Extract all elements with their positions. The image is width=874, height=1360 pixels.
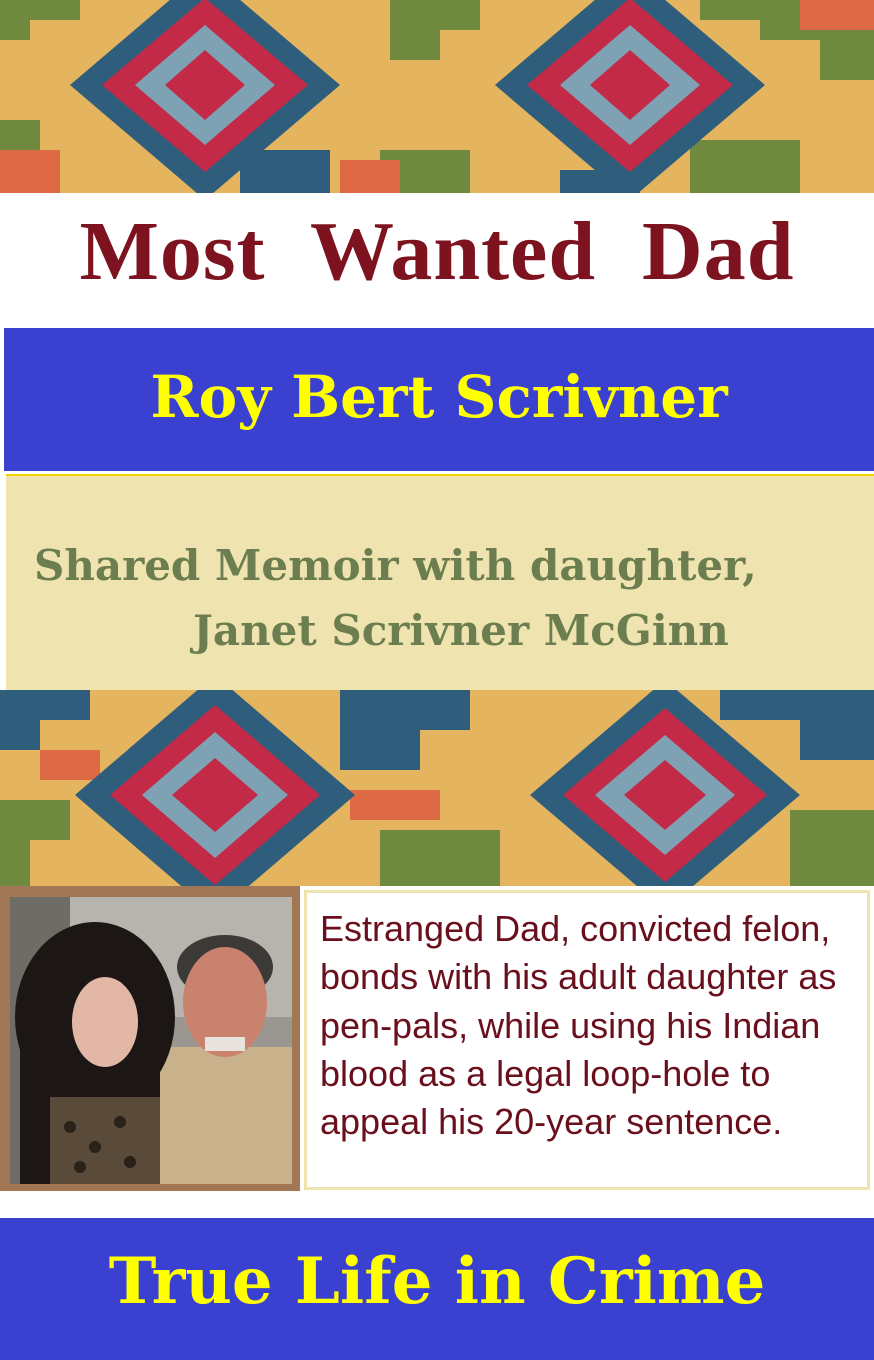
book-title: Most Wanted Dad bbox=[79, 205, 795, 298]
top-rug-pattern bbox=[0, 0, 874, 193]
author-name: Roy Bert Scrivner bbox=[150, 363, 728, 431]
middle-rug-pattern bbox=[0, 690, 874, 886]
rug-pattern-image bbox=[0, 690, 874, 886]
subtitle-line-1: Shared Memoir with daughter, bbox=[34, 541, 757, 590]
subtitle-line-2: Janet Scrivner McGinn bbox=[193, 606, 729, 655]
description-text: Estranged Dad, convicted felon, bonds with his adult daughter as pen-pals, while using his Indian blood as a legal loop-hole to appeal his 20-year sentence. bbox=[320, 908, 837, 1143]
cover-photo bbox=[10, 897, 292, 1184]
rug-pattern-image bbox=[0, 0, 874, 193]
genre-label: True Life in Crime bbox=[108, 1244, 766, 1319]
photo-woman-and-older-man bbox=[10, 897, 292, 1184]
